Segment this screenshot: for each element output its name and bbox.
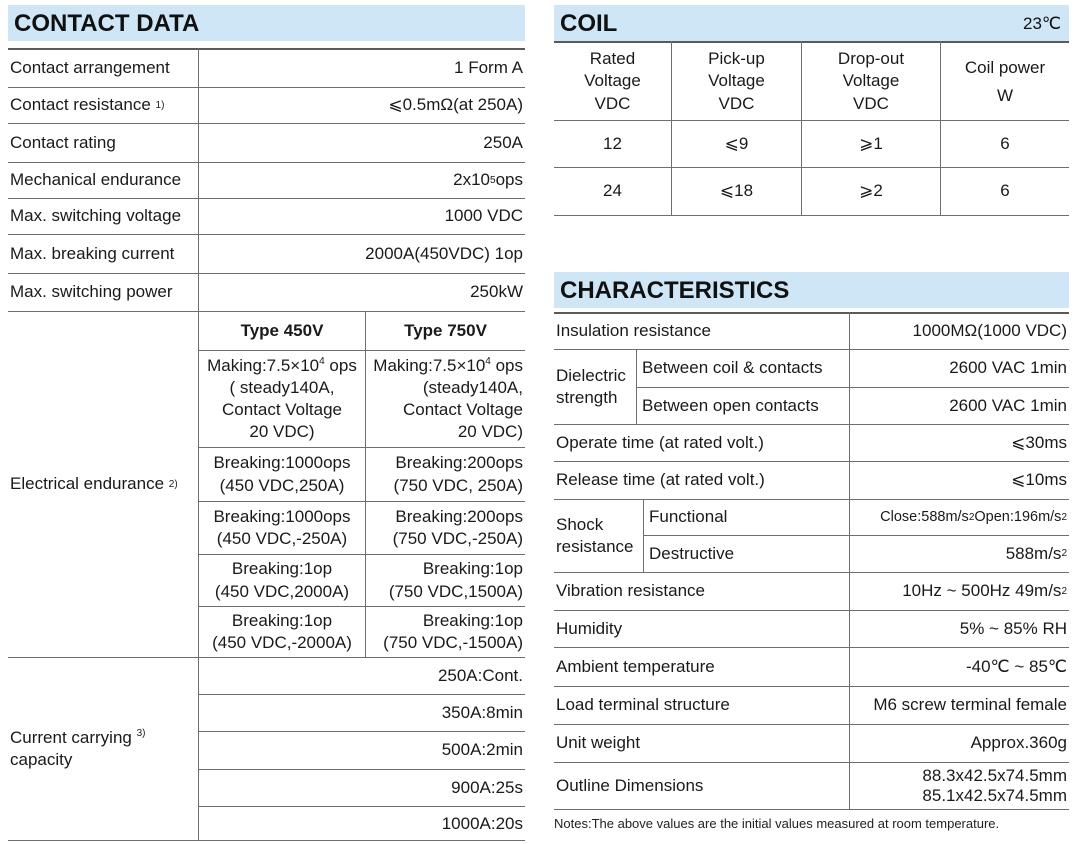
coil-cell: 6 [1000,133,1010,153]
char-sublabel: Between coil & contacts [642,358,823,378]
char-sublabel: Functional [649,507,728,527]
contact-data-header [8,5,525,41]
contact-row-value: 2x10 5 ops [453,170,523,190]
char-label: Ambient temperature [556,656,715,676]
contact-row-label: Contact arrangement [10,58,170,78]
breaking-450-cell: Breaking:1op (450 VDC,2000A) [214,559,350,601]
coil-cell: ⩾2 [859,181,883,201]
contact-row-label: Max. switching voltage [10,206,182,226]
coil-cell: ⩽9 [724,133,749,153]
breaking-750-cell: Breaking:200ops (750 VDC, 250A) [393,453,523,495]
contact-row-value: 250A [483,132,523,152]
coil-cell: ⩾1 [859,133,883,153]
current-value: 350A:8min [441,702,523,722]
contact-row-value: 1000 VDC [444,206,523,226]
char-value: ⩽30ms [1011,432,1067,452]
contact-row-value: ⩽0.5mΩ(at 250A) [388,95,523,115]
coil-temperature: 23℃ [1022,14,1061,33]
breaking-750-cell: Breaking:200ops (750 VDC,-250A) [392,506,523,548]
coil-cell: 6 [1000,181,1010,201]
char-sublabel: Destructive [649,543,735,563]
char-value: 10Hz ~ 500Hz 49m/s 2 [902,581,1067,601]
char-value: 5% ~ 85% RH [959,618,1067,638]
contact-row-value: 2000A(450VDC) 1op [365,243,523,263]
divider [554,809,1069,810]
char-value: 588m/s 2 [1005,543,1067,563]
char-value: Approx.360g [970,733,1067,753]
char-value: -40℃ ~ 85℃ [965,656,1067,676]
breaking-750-cell: Breaking:1op (750 VDC,-1500A) [383,610,523,652]
current-value: 1000A:20s [441,813,523,833]
shock-resistance-label: Shock resistance [556,514,634,556]
coil-cell: 12 [603,133,622,153]
char-label: Release time (at rated volt.) [556,470,765,490]
char-label: Load terminal structure [556,695,730,715]
electrical-endurance-label: Electrical endurance 2) [10,474,178,494]
coil-header [554,5,1069,41]
coil-cell: 24 [603,181,622,201]
breaking-450-cell: Breaking:1000ops (450 VDC,-250A) [213,506,351,548]
dielectric-strength-label: Dielectric strength [556,365,626,407]
type-450v-header: Type 450V [240,320,324,340]
char-value: 88.3x42.5x74.5mm 85.1x42.5x74.5mm [922,765,1067,805]
char-sublabel: Between open contacts [642,395,819,415]
breaking-450-cell: Breaking:1op (450 VDC,-2000A) [212,610,352,652]
current-carrying-label: Current carrying $^{3)}$ capacity [10,727,146,769]
breaking-450-cell: Breaking:1000ops (450 VDC,250A) [213,453,351,495]
char-value: 2600 VAC 1min [949,358,1067,378]
contact-row-label: Contact resistance 1) [10,95,165,115]
char-label: Insulation resistance [556,321,711,341]
divider [554,215,1069,216]
char-label: Operate time (at rated volt.) [556,432,764,452]
char-value: M6 screw terminal female [873,695,1067,715]
coil-header-cell: Rated Voltage VDC [584,49,641,113]
contact-row-label: Contact rating [10,132,116,152]
contact-row-label: Max. breaking current [10,243,175,263]
characteristics-title: CHARACTERISTICS [560,277,790,304]
type-750v-header: Type 750V [404,320,487,340]
char-value: 1000MΩ(1000 VDC) [912,321,1067,341]
char-label: Humidity [556,618,623,638]
breaking-750-cell: Breaking:1op (750 VDC,1500A) [388,559,523,601]
char-value: Close:588m/s 2 Open:196m/s 2 [880,509,1067,526]
char-label: Vibration resistance [556,581,705,601]
char-value: ⩽10ms [1011,470,1067,490]
current-value: 500A:2min [441,740,523,760]
contact-row-value: 1 Form A [454,58,523,78]
coil-cell: ⩽18 [719,181,754,201]
char-label: Unit weight [556,733,641,753]
contact-row-value: 250kW [470,282,523,302]
divider [8,840,525,841]
coil-header-cell: Coil power W [964,58,1046,105]
coil-header-cell: Pick-up Voltage VDC [708,49,765,113]
notes-text: Notes:The above values are the initial values measured at room temperature. [554,816,1000,831]
characteristics-header [554,272,1069,308]
contact-row-label: Max. switching power [10,282,173,302]
contact-row-label: Mechanical endurance [10,170,182,190]
char-value: 2600 VAC 1min [949,395,1067,415]
making-450-cell: $Making:7.5\times 10^4$ ops ( steady140A, Contact Voltage 20 VDC) [207,355,357,442]
making-750-cell: $Making:7.5\times 10^4$ ops (steady140A, Contact Voltage 20 VDC) [373,355,523,442]
coil-title: COIL [560,10,618,37]
contact-data-title: CONTACT DATA [14,10,200,37]
current-value: 250A:Cont. [437,665,523,685]
current-value: 900A:25s [451,777,523,797]
char-label: Outline Dimensions [556,775,704,795]
coil-header-cell: Drop-out Voltage VDC [837,49,905,113]
